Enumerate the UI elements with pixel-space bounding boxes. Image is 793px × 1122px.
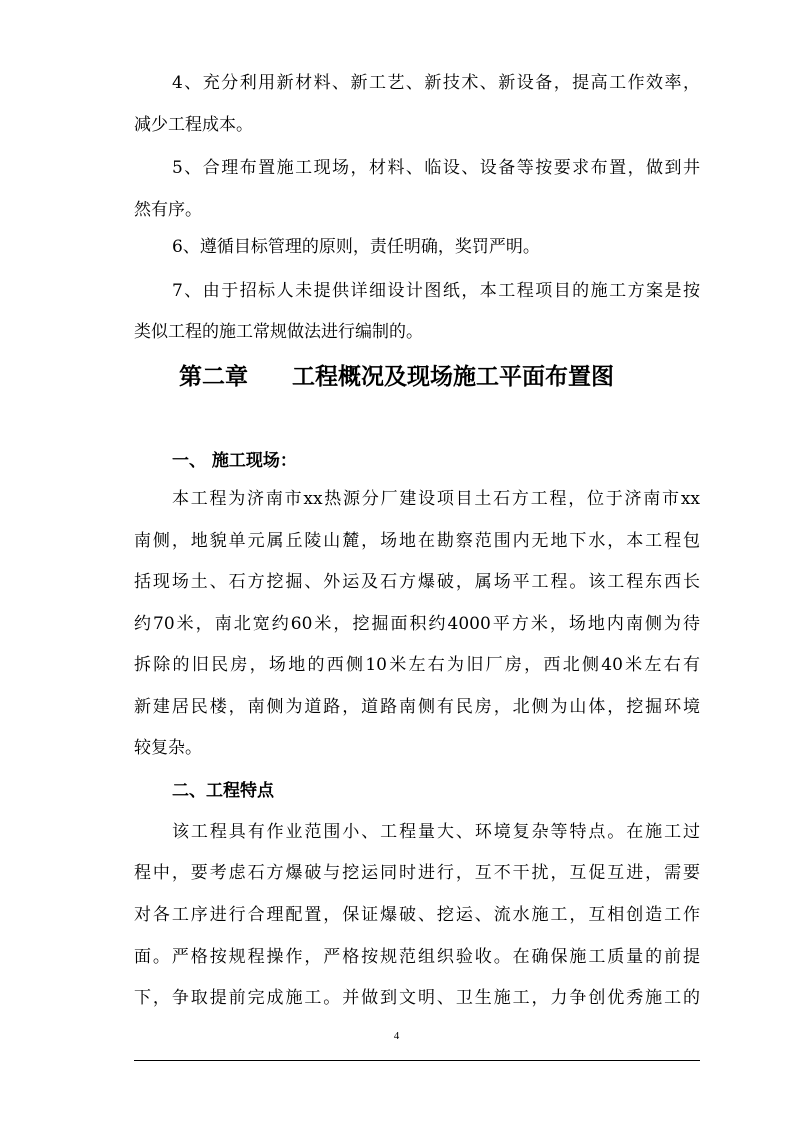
chapter-heading — [0, 362, 793, 392]
section-2-line-3: 对各工序进行合理配置，保证爆破、挖运、流水施工，互相创造工作 — [134, 905, 700, 925]
section-1-line-4: 约70米，南北宽约60米，挖掘面积约4000平方米，场地内南侧为待 — [134, 614, 700, 634]
list-item-4-line-2: 减少工程成本。 — [134, 115, 253, 135]
section-2-heading: 二、工程特点 — [172, 781, 274, 801]
section-1-line-7: 较复杂。 — [134, 738, 202, 758]
section-2-line-4: 面。严格按规程操作，严格按规范组织验收。在确保施工质量的前提 — [134, 947, 700, 967]
section-2-line-1: 该工程具有作业范围小、工程量大、环境复杂等特点。在施工过 — [172, 822, 700, 842]
section-1-line-1: 本工程为济南市xx热源分厂建设项目土石方工程，位于济南市xx — [172, 489, 700, 509]
list-item-7-line-1: 7、由于招标人未提供详细设计图纸，本工程项目的施工方案是按 — [172, 281, 700, 301]
list-item-7-line-2: 类似工程的施工常规做法进行编制的。 — [134, 322, 423, 342]
section-2-line-2: 程中，要考虑石方爆破与挖运同时进行，互不干扰，互促互进，需要 — [134, 863, 700, 883]
list-item-5-line-1: 5、合理布置施工现场，材料、临设、设备等按要求布置，做到井 — [172, 158, 700, 178]
chapter-number: 第二章 — [179, 364, 248, 390]
chapter-title: 工程概况及现场施工平面布置图 — [292, 364, 614, 390]
list-item-5-line-2: 然有序。 — [134, 200, 202, 220]
list-item-6: 6、遵循目标管理的原则，责任明确，奖罚严明。 — [172, 237, 540, 257]
section-1-line-6: 新建居民楼，南侧为道路，道路南侧有民房，北侧为山体，挖掘环境 — [134, 697, 700, 717]
section-1-heading: 一、 施工现场： — [172, 451, 297, 471]
list-item-4-line-1: 4、充分利用新材料、新工艺、新技术、新设备，提高工作效率， — [172, 73, 700, 93]
section-1-line-5: 拆除的旧民房，场地的西侧10米左右为旧厂房，西北侧40米左右有 — [134, 655, 700, 675]
page-number: 4 — [393, 1030, 400, 1042]
section-2-line-5: 下，争取提前完成施工。并做到文明、卫生施工，力争创优秀施工的 — [134, 988, 700, 1008]
footer-rule — [134, 1060, 700, 1061]
section-1-line-2: 南侧，地貌单元属丘陵山麓，场地在勘察范围内无地下水，本工程包 — [134, 531, 700, 551]
section-1-line-3: 括现场土、石方挖掘、外运及石方爆破，属场平工程。该工程东西长 — [134, 572, 700, 592]
